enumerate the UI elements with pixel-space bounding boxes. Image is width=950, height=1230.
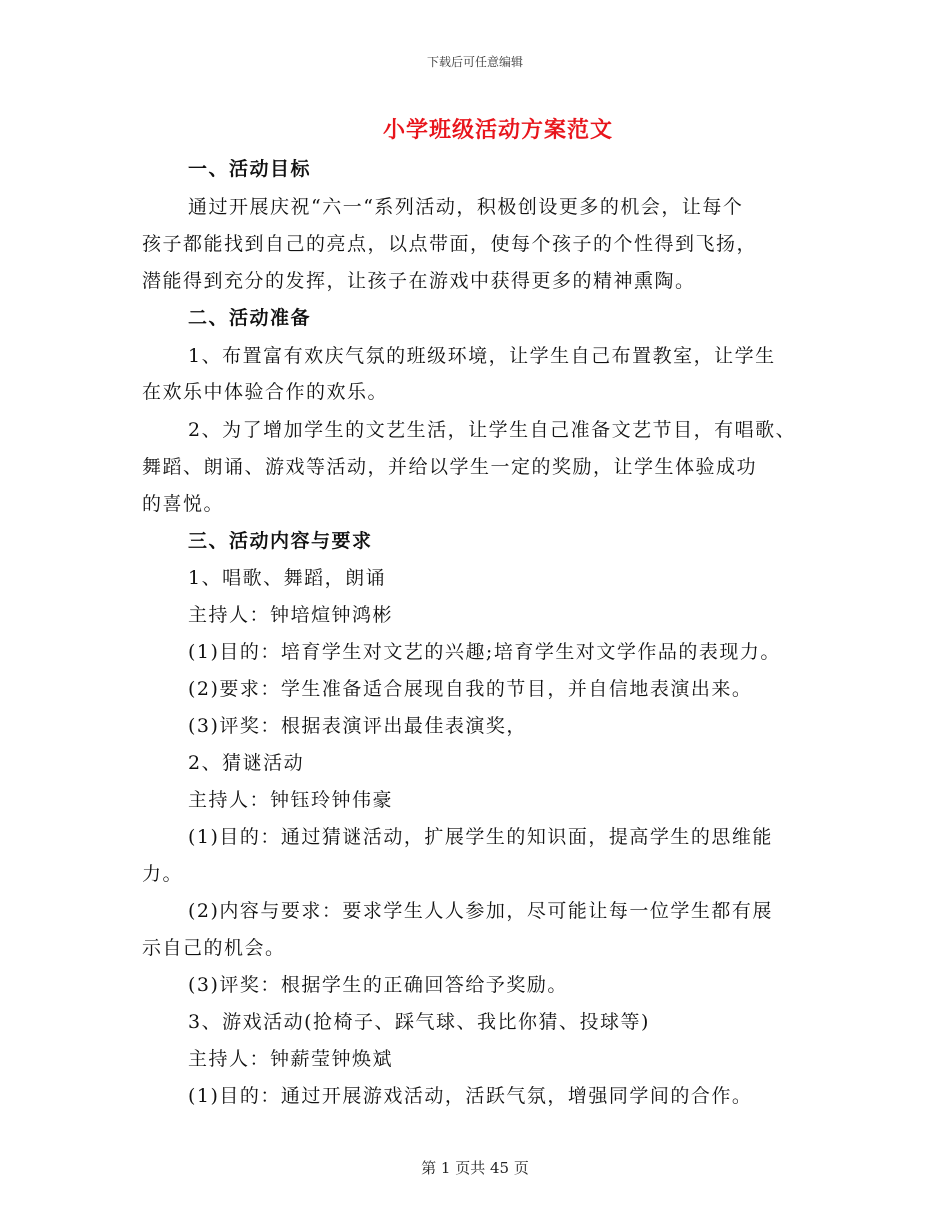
list-item: (3)评奖：根据表演评出最佳表演奖， — [188, 715, 527, 737]
list-item: 3、游戏活动(抢椅子、踩气球、我比你猜、投球等) — [188, 1011, 650, 1033]
paragraph-line: 示自己的机会。 — [142, 937, 286, 959]
section-heading-goals: 一、活动目标 — [188, 158, 312, 180]
paragraph-line: 孩子都能找到自己的亮点，以点带面，使每个孩子的个性得到飞扬， — [142, 233, 758, 255]
list-item: 主持人：钟薪莹钟焕斌 — [188, 1048, 394, 1070]
list-item: 2、猜谜活动 — [188, 752, 305, 774]
list-item: (2)要求：学生准备适合展现自我的节目，并自信地表演出来。 — [188, 678, 753, 700]
list-item: (2)内容与要求：要求学生人人参加，尽可能让每一位学生都有展 — [188, 900, 773, 922]
list-item: (1)目的：培育学生对文艺的兴趣;培育学生对文学作品的表现力。 — [188, 641, 781, 663]
paragraph-line: 的喜悦。 — [142, 493, 225, 515]
paragraph-line: 力。 — [142, 863, 184, 885]
page-footer: 第 1 页共 45 页 — [421, 1159, 529, 1177]
list-item: 主持人：钟培煊钟鸿彬 — [188, 604, 394, 626]
document-title: 小学班级活动方案范文 — [382, 117, 613, 143]
list-item: (1)目的：通过猜谜活动，扩展学生的知识面，提高学生的思维能 — [188, 826, 773, 848]
paragraph-line: 潜能得到充分的发挥，让孩子在游戏中获得更多的精神熏陶。 — [142, 270, 696, 292]
list-item: (3)评奖：根据学生的正确回答给予奖励。 — [188, 974, 568, 996]
section-heading-preparation: 二、活动准备 — [188, 307, 312, 329]
list-item: (1)目的：通过开展游戏活动，活跃气氛，增强同学间的合作。 — [188, 1085, 753, 1107]
section-heading-content: 三、活动内容与要求 — [188, 530, 373, 552]
header-note: 下载后可任意编辑 — [426, 55, 523, 69]
paragraph-line: 通过开展庆祝“六一“系列活动，积极创设更多的机会，让每个 — [188, 196, 744, 218]
paragraph-line: 舞蹈、朗诵、游戏等活动，并给以学生一定的奖励，让学生体验成功 — [142, 456, 758, 478]
paragraph-line: 2、为了增加学生的文艺生活，让学生自己准备文艺节目，有唱歌、 — [188, 419, 797, 441]
paragraph-line: 1、布置富有欢庆气氛的班级环境，让学生自己布置教室，让学生 — [188, 345, 776, 367]
list-item: 1、唱歌、舞蹈，朗诵 — [188, 567, 387, 589]
paragraph-line: 在欢乐中体验合作的欢乐。 — [142, 381, 389, 403]
list-item: 主持人：钟钰玲钟伟豪 — [188, 789, 394, 811]
